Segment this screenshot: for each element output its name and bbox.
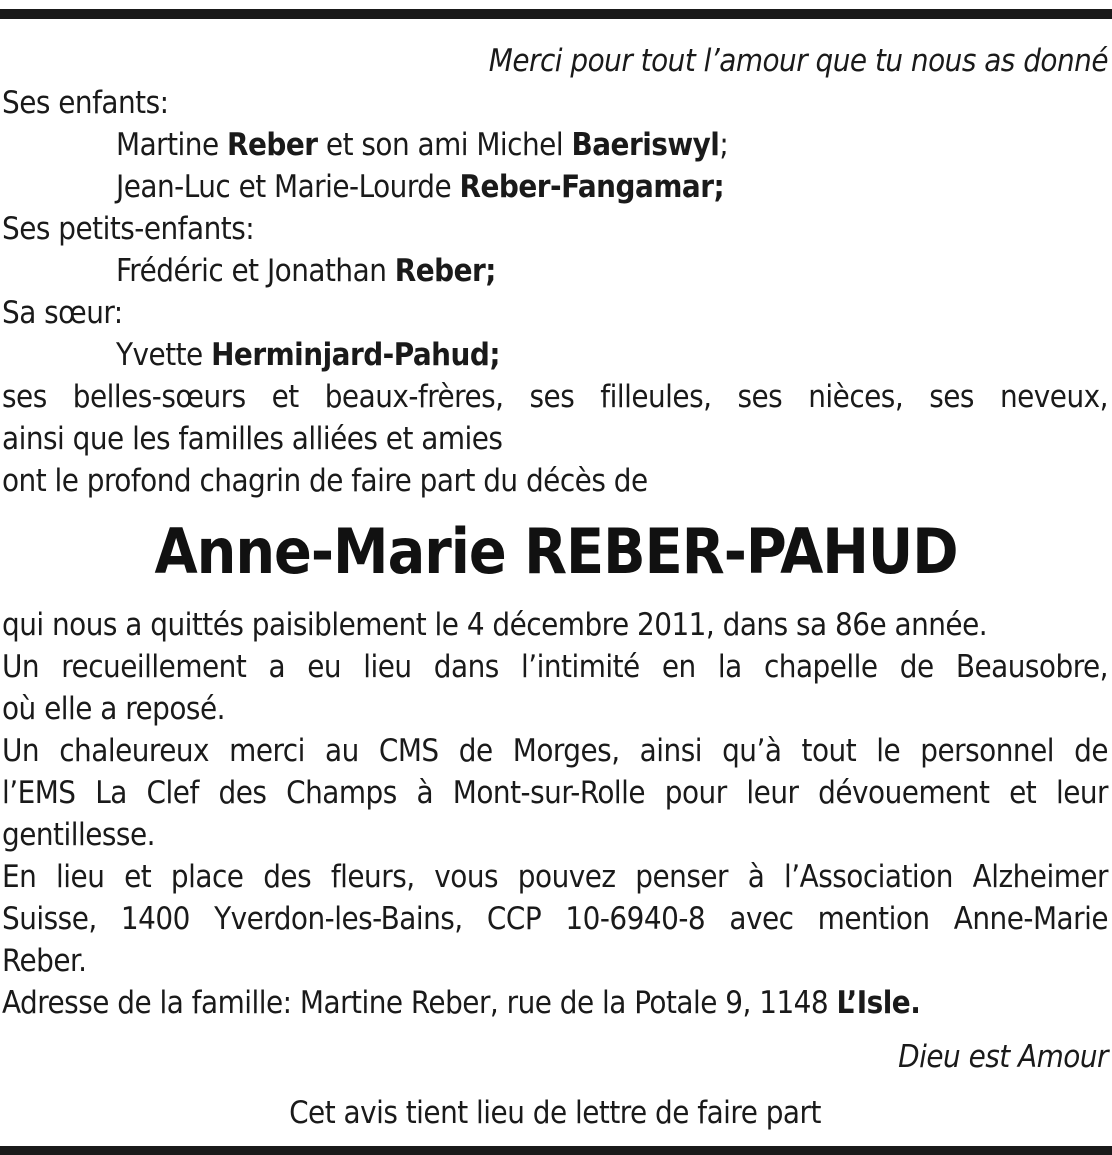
grandchildren-line xyxy=(116,250,1106,292)
sister-line xyxy=(116,334,1106,376)
sister-first: Yvette xyxy=(116,337,212,373)
body-line: Un chaleureux merci au CMS de Morges, ainsi qu’à tout le personnel de xyxy=(2,733,1108,769)
grandchildren-last: Reber; xyxy=(394,253,496,289)
body-line: gentillesse. xyxy=(2,817,155,853)
child-1-end: ; xyxy=(719,127,729,163)
child-1-mid: et son ami Michel xyxy=(317,127,572,163)
top-rule xyxy=(0,9,1112,19)
sister-last: Herminjard-Pahud; xyxy=(211,337,500,373)
bottom-rule xyxy=(0,1146,1112,1155)
child-1-first: Martine xyxy=(116,127,227,163)
body-line: Un recueillement a eu lieu dans l’intimité en la chapelle de Beausobre, xyxy=(2,649,1108,685)
child-1-partner-last: Baeriswyl xyxy=(571,127,720,163)
relatives-line-2: ainsi que les familles alliées et amies xyxy=(2,421,503,457)
child-2-first: Jean-Luc et Marie-Lourde xyxy=(116,169,460,205)
footer-note: Cet avis tient lieu de lettre de faire part xyxy=(289,1095,821,1131)
body-line: Reber. xyxy=(2,943,87,979)
children-heading: Ses enfants: xyxy=(2,85,169,121)
family-address-town: L’Isle. xyxy=(836,985,921,1021)
grandchildren-heading: Ses petits-enfants: xyxy=(2,211,255,247)
body-line: Suisse, 1400 Yverdon-les-Bains, CCP 10-6940-8 avec mention Anne-Marie xyxy=(2,901,1108,937)
closing-motto: Dieu est Amour xyxy=(898,1039,1108,1075)
relatives-line-1: ses belles-sœurs et beaux-frères, ses filleules, ses nièces, ses neveux, xyxy=(2,379,1108,415)
sister-heading: Sa sœur: xyxy=(2,295,123,331)
motto: Merci pour tout l’amour que tu nous as donné xyxy=(488,43,1108,79)
announcement: ont le profond chagrin de faire part du décès de xyxy=(2,463,648,499)
family-address-text: Adresse de la famille: Martine Reber, rue de la Potale 9, 1148 xyxy=(2,985,837,1021)
family-address xyxy=(2,982,1108,1024)
body-line: l’EMS La Clef des Champs à Mont-sur-Rolle pour leur dévouement et leur xyxy=(2,775,1108,811)
body-line: qui nous a quittés paisiblement le 4 décembre 2011, dans sa 86e année. xyxy=(2,607,988,643)
child-2-last: Reber-Fangamar; xyxy=(459,169,725,205)
child-2-line xyxy=(116,166,1106,208)
child-1-line xyxy=(116,124,1106,166)
child-1-last: Reber xyxy=(227,127,318,163)
grandchildren-first: Frédéric et Jonathan xyxy=(116,253,395,289)
body-line: En lieu et place des fleurs, vous pouvez penser à l’Association Alzheimer xyxy=(2,859,1108,895)
body-line: où elle a reposé. xyxy=(2,691,225,727)
deceased-name: Anne-Marie REBER-PAHUD xyxy=(154,515,958,588)
